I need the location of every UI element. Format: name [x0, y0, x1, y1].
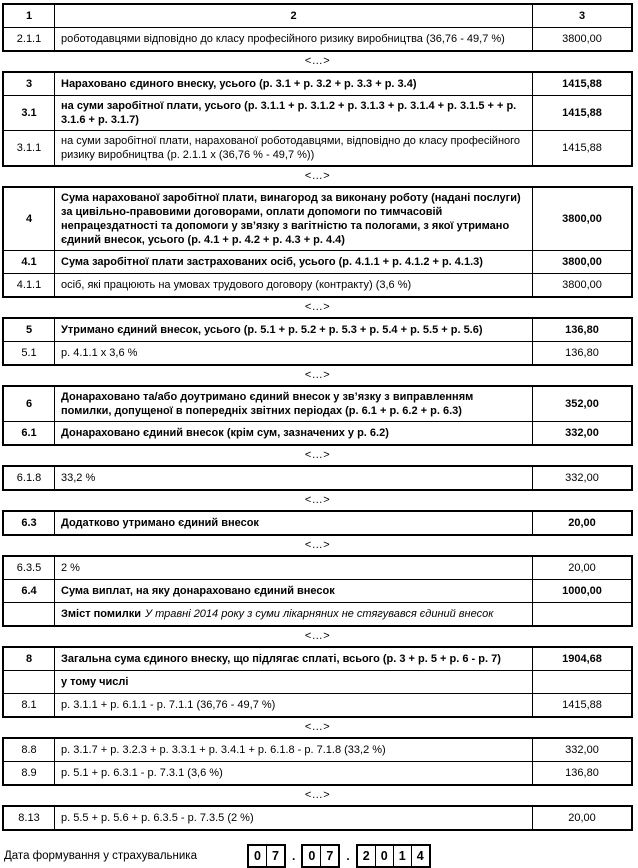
date-separator-dot: .: [291, 849, 296, 863]
row-value: 3800,00: [533, 251, 633, 274]
row-number: 5.1: [3, 342, 55, 366]
row-number: 4.1.1: [3, 274, 55, 298]
row-label: р. 5.1 + р. 6.3.1 - р. 7.3.1 (3,6 %): [55, 762, 533, 786]
table-fragment-6-3: [2, 510, 633, 536]
row-number: 8.9: [3, 762, 55, 786]
error-note-label: Зміст помилки: [61, 608, 142, 620]
date-separator-dot: .: [346, 849, 350, 863]
row-value-empty: [533, 603, 633, 627]
row-label: роботодавцями відповідно до класу професійного ризику виробництва (36,76 - 49,7 %): [55, 28, 533, 52]
row-number: 4: [3, 187, 55, 251]
row-value-empty: [533, 671, 633, 694]
row-label: Сума заробітної плати застрахованих осіб, усього (р. 4.1.1 + р. 4.1.2 + р. 4.1.3): [55, 251, 533, 274]
date-year-digit: 1: [393, 846, 411, 866]
formation-date-row: [2, 844, 635, 868]
row-number: 5: [3, 318, 55, 342]
row-number: 3.1.1: [3, 131, 55, 167]
row-value: 1904,68: [533, 647, 633, 671]
formation-date-label: Дата формування у страхувальника: [4, 850, 197, 862]
table-fragment-5: [2, 317, 633, 366]
table-continuation-marker: <…>: [304, 494, 331, 506]
table-row-5-1: [3, 342, 632, 366]
table-continuation-marker: <…>: [304, 721, 331, 733]
row-label: 2 %: [55, 556, 533, 580]
row-label: у тому числі: [55, 671, 533, 694]
date-day-digit: 7: [266, 846, 284, 866]
row-number: 8.8: [3, 738, 55, 762]
date-month-group: [301, 844, 340, 868]
table-fragment-3: [2, 71, 633, 167]
row-label: Сума нарахованої заробітної плати, винагород за виконану роботу (надані послуги) за цивільно-правовими договорами, оплати допомоги по тимчасовій непрацездатності та допомоги у зв’язку з вагітністю та пологами, з якої утримано єдиний внесок, усього (р. 4.1 + р. 4.2 + р. 4.3 + р. 4.4): [55, 187, 533, 251]
row-number-empty: [3, 671, 55, 694]
table-row-6: [3, 386, 632, 422]
table-continuation-marker: <…>: [304, 539, 331, 551]
row-number: 6.1.8: [3, 466, 55, 490]
row-label: осіб, які працюють на умовах трудового договору (контракту) (3,6 %): [55, 274, 533, 298]
table-fragment-8-8: [2, 737, 633, 786]
table-row-8-13: [3, 806, 632, 830]
row-label: р. 4.1.1 х 3,6 %: [55, 342, 533, 366]
row-label: 33,2 %: [55, 466, 533, 490]
row-value: 20,00: [533, 556, 633, 580]
table-fragment-8: [2, 646, 633, 718]
row-number: 6.4: [3, 580, 55, 603]
table-fragment-header: [2, 3, 633, 52]
row-label: р. 3.1.1 + р. 6.1.1 - р. 7.1.1 (36,76 - 49,7 %): [55, 694, 533, 718]
row-label: Нараховано єдиного внеску, усього (р. 3.1 + р. 3.2 + р. 3.3 + р. 3.4): [55, 72, 533, 96]
table-row-4: [3, 187, 632, 251]
table-row-8-1: [3, 694, 632, 718]
table-fragment-6-3-5: [2, 555, 633, 627]
table-row-3-1-1: [3, 131, 632, 167]
table-row-8-8: [3, 738, 632, 762]
row-number: 8.13: [3, 806, 55, 830]
error-note-cell: [55, 603, 533, 627]
row-value: 332,00: [533, 422, 633, 446]
row-number: 6.3.5: [3, 556, 55, 580]
table-row-8-subheader: [3, 671, 632, 694]
row-number: 6.3: [3, 511, 55, 535]
row-value: 20,00: [533, 806, 633, 830]
table-continuation-marker: <…>: [304, 301, 331, 313]
table-row-6-1: [3, 422, 632, 446]
table-row-4-1-1: [3, 274, 632, 298]
table-header-row: [3, 4, 632, 28]
table-row-3-1: [3, 96, 632, 131]
date-day-digit: 0: [254, 849, 261, 863]
table-fragment-4: [2, 186, 633, 298]
error-note-text: У травні 2014 року з суми лікарняних не стягувався єдиний внесок: [145, 608, 494, 620]
date-year-group: [356, 844, 431, 868]
row-value: 1415,88: [533, 96, 633, 131]
row-label: на суми заробітної плати, нарахованої роботодавцями, відповідно до класу професійного ризику виробництва (р. 2.1.1 х (36,76 % - 49,7 %)): [55, 131, 533, 167]
row-number: 8.1: [3, 694, 55, 718]
table-row-4-1: [3, 251, 632, 274]
row-value: 136,80: [533, 318, 633, 342]
table-continuation-marker: <…>: [304, 449, 331, 461]
table-fragment-6-1-8: [2, 465, 633, 491]
column-header-3: 3: [533, 4, 633, 28]
row-number-empty: [3, 603, 55, 627]
date-year-digit: 0: [375, 846, 393, 866]
table-continuation-marker: <…>: [304, 369, 331, 381]
row-value: 20,00: [533, 511, 633, 535]
date-month-digit: 0: [308, 849, 316, 863]
table-continuation-marker: <…>: [304, 630, 331, 642]
row-label: Донараховано єдиний внесок (крім сум, зазначених у р. 6.2): [55, 422, 533, 446]
table-row-8-9: [3, 762, 632, 786]
table-row-6-4: [3, 580, 632, 603]
row-value: 352,00: [533, 386, 633, 422]
row-label: на суми заробітної плати, усього (р. 3.1.1 + р. 3.1.2 + р. 3.1.3 + р. 3.1.4 + р. 3.1.5 + + р. 3.1.6 + р. 3.1.7): [55, 96, 533, 131]
row-number: 3.1: [3, 96, 55, 131]
formation-date-boxes: [247, 844, 431, 868]
row-value: 1415,88: [533, 72, 633, 96]
table-row-3: [3, 72, 632, 96]
table-row-6-3: [3, 511, 632, 535]
table-fragment-6: [2, 385, 633, 446]
table-row-6-1-8: [3, 466, 632, 490]
column-header-2: 2: [55, 4, 533, 28]
row-number: 2.1.1: [3, 28, 55, 52]
table-continuation-marker: <…>: [304, 789, 331, 801]
row-label: Донараховано та/або доутримано єдиний внесок у зв’язку з виправленням помилки, допущеної в попередніх звітних періодах (р. 6.1 + р. 6.2 + р. 6.3): [55, 386, 533, 422]
row-value: 3800,00: [533, 28, 633, 52]
row-number: 4.1: [3, 251, 55, 274]
table-fragment-8-13: [2, 805, 633, 831]
date-month-digit: 7: [320, 846, 338, 866]
table-continuation-marker: <…>: [304, 55, 331, 67]
table-row-5: [3, 318, 632, 342]
row-number: 3: [3, 72, 55, 96]
table-row-error-note: [3, 603, 632, 627]
row-label: Утримано єдиний внесок, усього (р. 5.1 + р. 5.2 + р. 5.3 + р. 5.4 + р. 5.5 + р. 5.6): [55, 318, 533, 342]
date-year-digit: 2: [362, 849, 370, 863]
table-row-6-3-5: [3, 556, 632, 580]
row-value: 1415,88: [533, 131, 633, 167]
row-label: р. 5.5 + р. 5.6 + р. 6.3.5 - р. 7.3.5 (2 %): [55, 806, 533, 830]
row-label: Загальна сума єдиного внеску, що підлягає сплаті, всього (р. 3 + р. 5 + р. 6 - р. 7): [55, 647, 533, 671]
row-label: Додатково утримано єдиний внесок: [55, 511, 533, 535]
row-value: 136,80: [533, 762, 633, 786]
row-value: 1415,88: [533, 694, 633, 718]
row-number: 6: [3, 386, 55, 422]
table-row-2-1-1: [3, 28, 632, 52]
row-number: 6.1: [3, 422, 55, 446]
column-header-1: 1: [3, 4, 55, 28]
row-number: 8: [3, 647, 55, 671]
row-value: 136,80: [533, 342, 633, 366]
row-value: 1000,00: [533, 580, 633, 603]
table-continuation-marker: <…>: [304, 170, 331, 182]
date-year-digit: 4: [411, 846, 429, 866]
row-value: 3800,00: [533, 187, 633, 251]
date-day-group: [247, 844, 286, 868]
row-label: р. 3.1.7 + р. 3.2.3 + р. 3.3.1 + р. 3.4.1 + р. 6.1.8 - р. 7.1.8 (33,2 %): [55, 738, 533, 762]
row-value: 332,00: [533, 738, 633, 762]
row-label: Сума виплат, на яку донараховано єдиний внесок: [55, 580, 533, 603]
row-value: 332,00: [533, 466, 633, 490]
row-value: 3800,00: [533, 274, 633, 298]
table-row-8: [3, 647, 632, 671]
